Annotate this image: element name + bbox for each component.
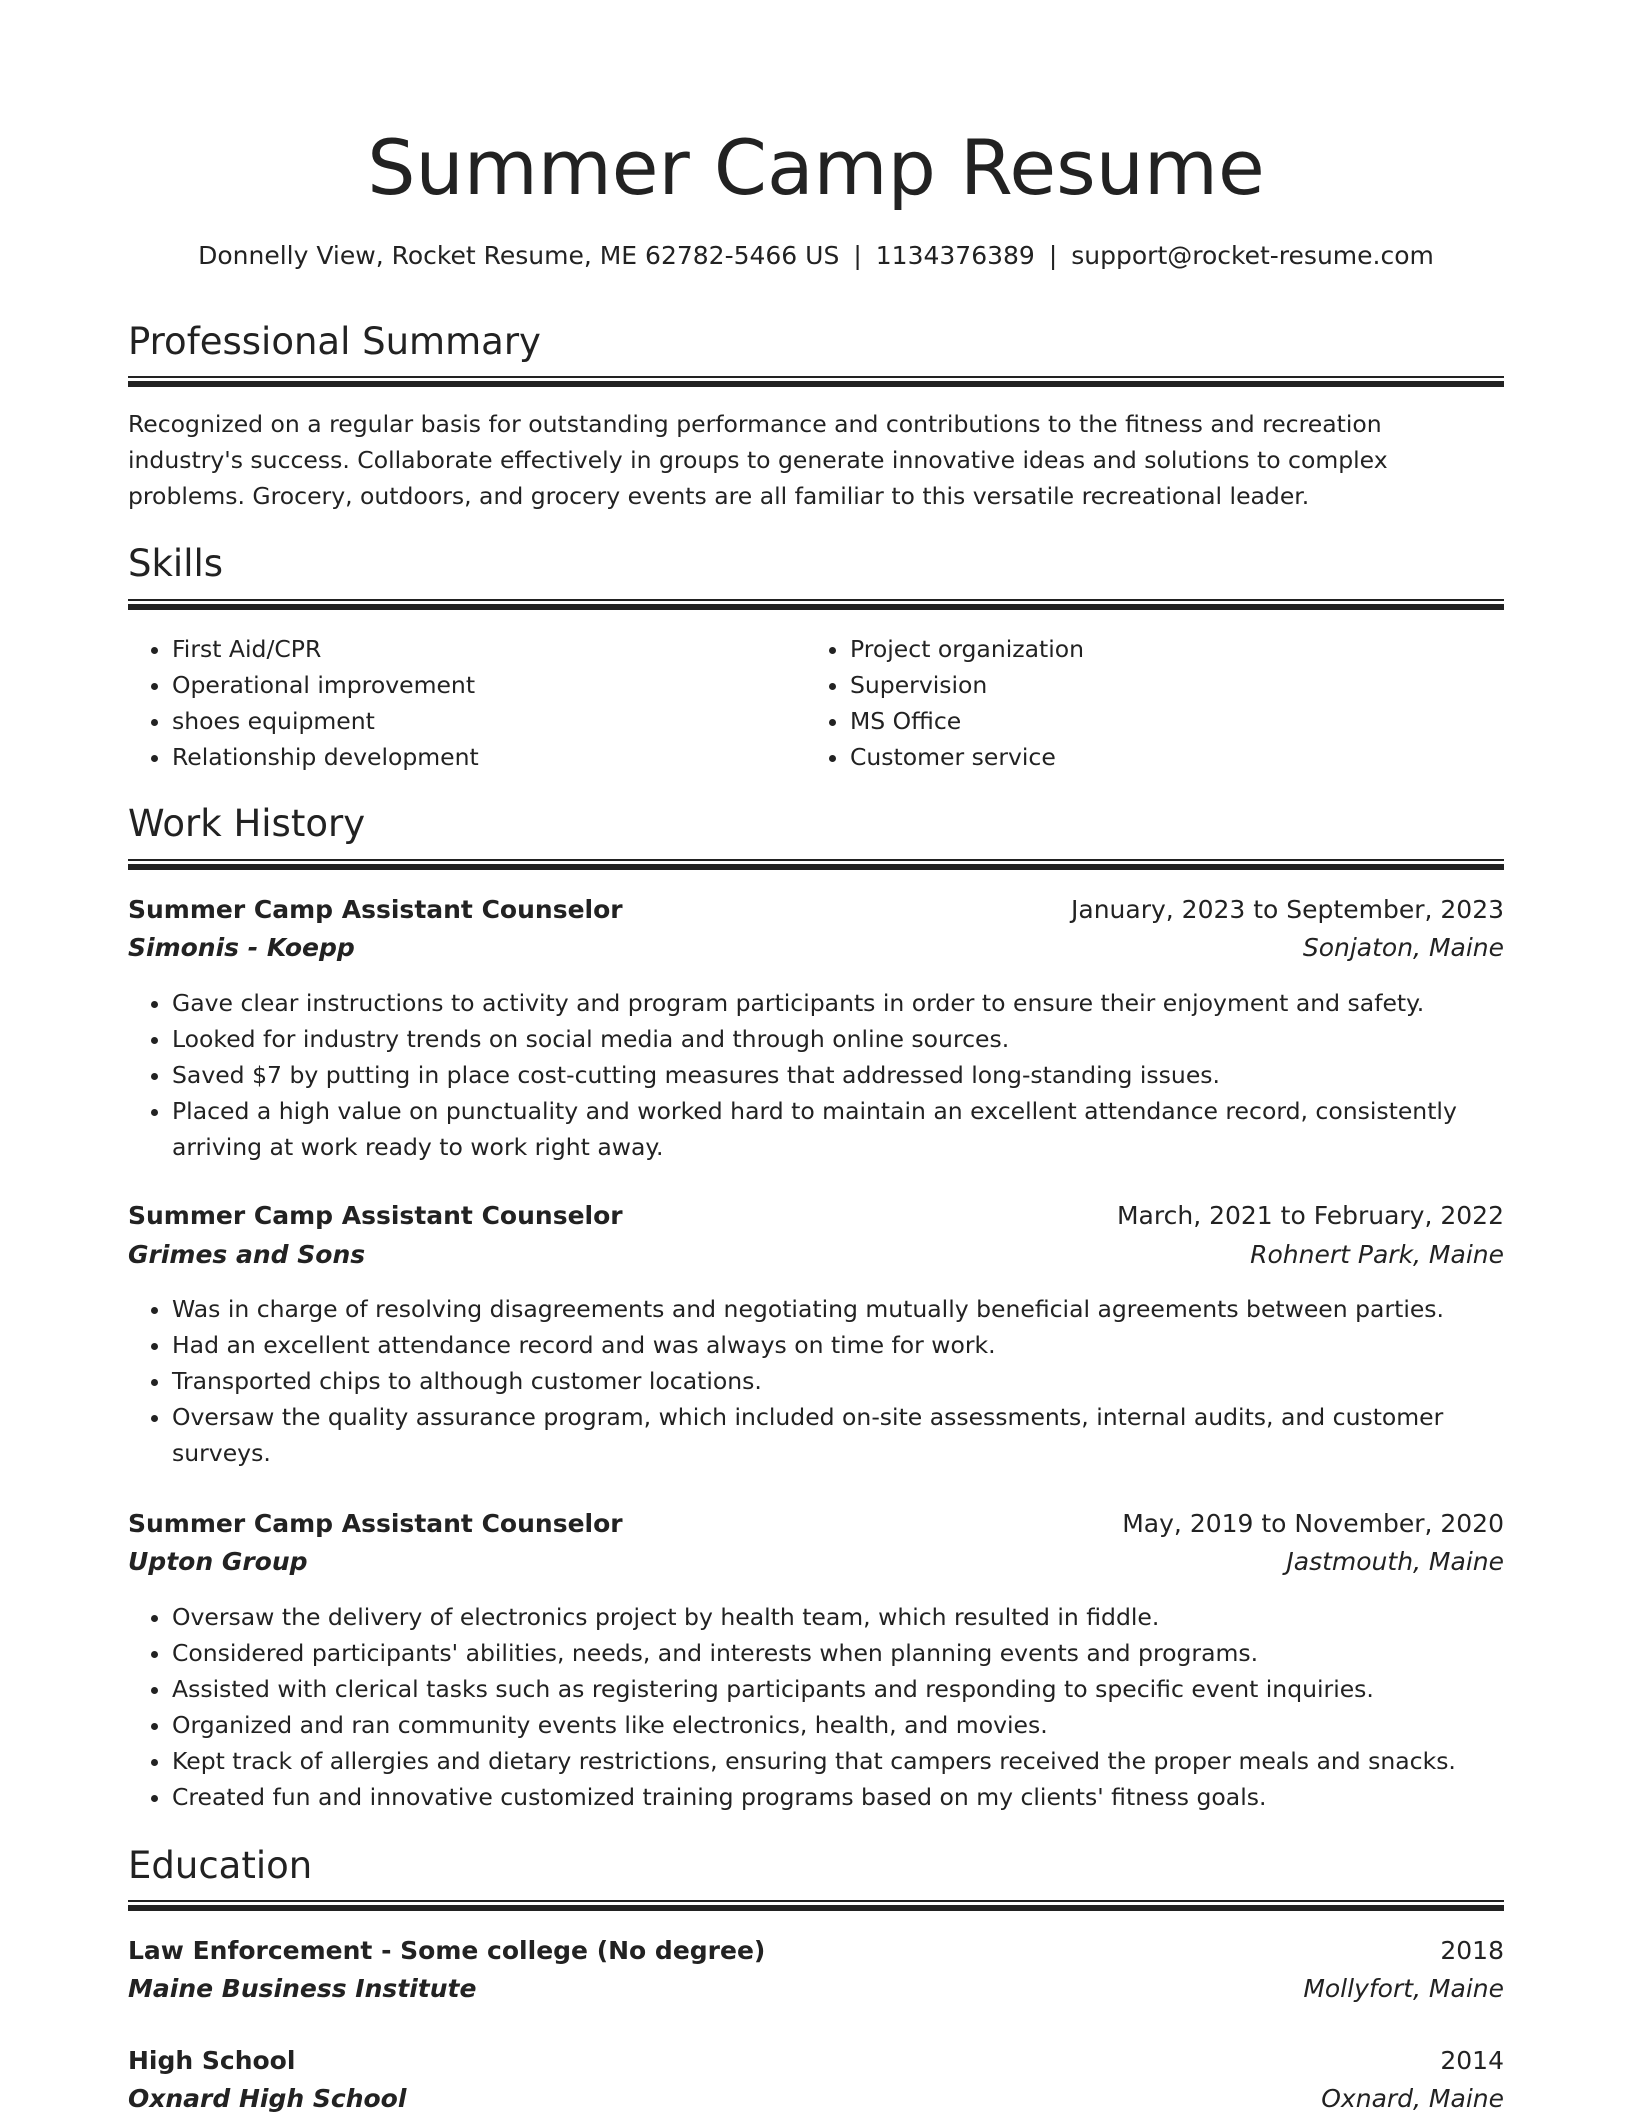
summary-text: Recognized on a regular basis for outstanding performance and contributions to the fitness and recreation industry's success. Collaborate effectively in groups to generate innovative ideas and solutions to complex problems. Grocery, outdoors, and grocery events are all familiar to this versatile recreational leader.	[128, 410, 1388, 510]
list-item: • Created fun and innovative customized training programs based on my clients' fitness goals.	[172, 1779, 1504, 1815]
skill-item: • Operational improvement	[172, 667, 792, 703]
list-item: • Transported chips to although customer locations.	[172, 1363, 1504, 1399]
skill-item: • Customer service	[850, 739, 1500, 775]
job-dates: March, 2021 to February, 2022	[1116, 1201, 1504, 1230]
list-item: • Had an excellent attendance record and was always on time for work.	[172, 1327, 1504, 1363]
list-item: • Gave clear instructions to activity and program participants in order to ensure their enjoyment and safety.	[172, 985, 1504, 1021]
job-title: Summer Camp Assistant Counselor	[128, 895, 623, 924]
job-dates: January, 2023 to September, 2023	[1071, 895, 1504, 924]
education-degree-row	[128, 1932, 1504, 1970]
list-item: • Kept track of allergies and dietary restrictions, ensuring that campers received the proper meals and snacks.	[172, 1743, 1504, 1779]
skill-item: • First Aid/CPR	[172, 631, 792, 667]
section-divider	[128, 859, 1504, 870]
section-divider	[128, 1900, 1504, 1911]
section-title-skills: Skills	[128, 542, 224, 585]
job-header-row	[128, 891, 1504, 929]
section-title-education: Education	[128, 1844, 313, 1887]
resume-title: Summer Camp Resume	[367, 123, 1265, 212]
skills-list-left	[128, 631, 792, 775]
education-year: 2014	[1440, 2046, 1504, 2075]
contact-phone: 1134376389	[875, 241, 1035, 270]
section-title-summary: Professional Summary	[128, 320, 541, 363]
education-school: Maine Business Institute	[128, 1974, 477, 2003]
list-item: • Oversaw the quality assurance program, which included on-site assessments, internal audits, and customer surveys.	[172, 1399, 1504, 1471]
job-location: Rohnert Park, Maine	[1250, 1240, 1504, 1269]
education-school: Oxnard High School	[128, 2084, 407, 2113]
job-company: Grimes and Sons	[128, 1240, 366, 1269]
job-location: Jastmouth, Maine	[1286, 1547, 1504, 1576]
contact-address: Donnelly View, Rocket Resume, ME 62782-5466 US	[198, 241, 840, 270]
list-item: • Saved $7 by putting in place cost-cutting measures that addressed long-standing issues.	[172, 1057, 1504, 1093]
job-bullets	[128, 1599, 1504, 1815]
section-title-work: Work History	[128, 802, 366, 845]
list-item: • Placed a high value on punctuality and worked hard to maintain an excellent attendance record, consistently arriving at work ready to work right away.	[172, 1093, 1504, 1165]
education-degree-row	[128, 2042, 1504, 2080]
job-company-row	[128, 1236, 1504, 1274]
job-location: Sonjaton, Maine	[1302, 933, 1504, 962]
contact-separator: |	[853, 241, 862, 270]
job-company-row	[128, 929, 1504, 967]
education-location: Mollyfort, Maine	[1303, 1974, 1504, 2003]
job-header-row	[128, 1505, 1504, 1543]
job-title: Summer Camp Assistant Counselor	[128, 1201, 623, 1230]
skill-item: • Relationship development	[172, 739, 792, 775]
contact-separator: |	[1048, 241, 1058, 270]
list-item: • Was in charge of resolving disagreements and negotiating mutually beneficial agreements between parties.	[172, 1291, 1504, 1327]
skills-list-right	[806, 631, 1500, 775]
job-dates: May, 2019 to November, 2020	[1122, 1509, 1504, 1538]
job-title: Summer Camp Assistant Counselor	[128, 1509, 623, 1538]
list-item: • Organized and ran community events like electronics, health, and movies.	[172, 1707, 1504, 1743]
skill-item: • Project organization	[850, 631, 1500, 667]
section-divider	[128, 599, 1504, 610]
education-school-row	[128, 2080, 1504, 2118]
list-item: • Assisted with clerical tasks such as registering participants and responding to specific event inquiries.	[172, 1671, 1504, 1707]
education-degree: Law Enforcement - Some college (No degree)	[128, 1936, 766, 1965]
skill-item: • shoes equipment	[172, 703, 792, 739]
section-divider	[128, 376, 1504, 387]
contact-line	[128, 238, 1504, 274]
list-item: • Oversaw the delivery of electronics project by health team, which resulted in fiddle.	[172, 1599, 1504, 1635]
job-bullets	[128, 985, 1504, 1165]
job-header-row	[128, 1197, 1504, 1235]
education-degree: High School	[128, 2046, 296, 2075]
contact-email: support@rocket-resume.com	[1071, 241, 1434, 270]
job-bullets	[128, 1291, 1504, 1471]
job-company-row	[128, 1543, 1504, 1581]
list-item: • Considered participants' abilities, needs, and interests when planning events and programs.	[172, 1635, 1504, 1671]
job-company: Simonis - Koepp	[128, 933, 355, 962]
skill-item: • MS Office	[850, 703, 1500, 739]
education-school-row	[128, 1970, 1504, 2008]
education-location: Oxnard, Maine	[1321, 2084, 1504, 2113]
skill-item: • Supervision	[850, 667, 1500, 703]
education-year: 2018	[1440, 1936, 1504, 1965]
job-company: Upton Group	[128, 1547, 308, 1576]
list-item: • Looked for industry trends on social media and through online sources.	[172, 1021, 1504, 1057]
